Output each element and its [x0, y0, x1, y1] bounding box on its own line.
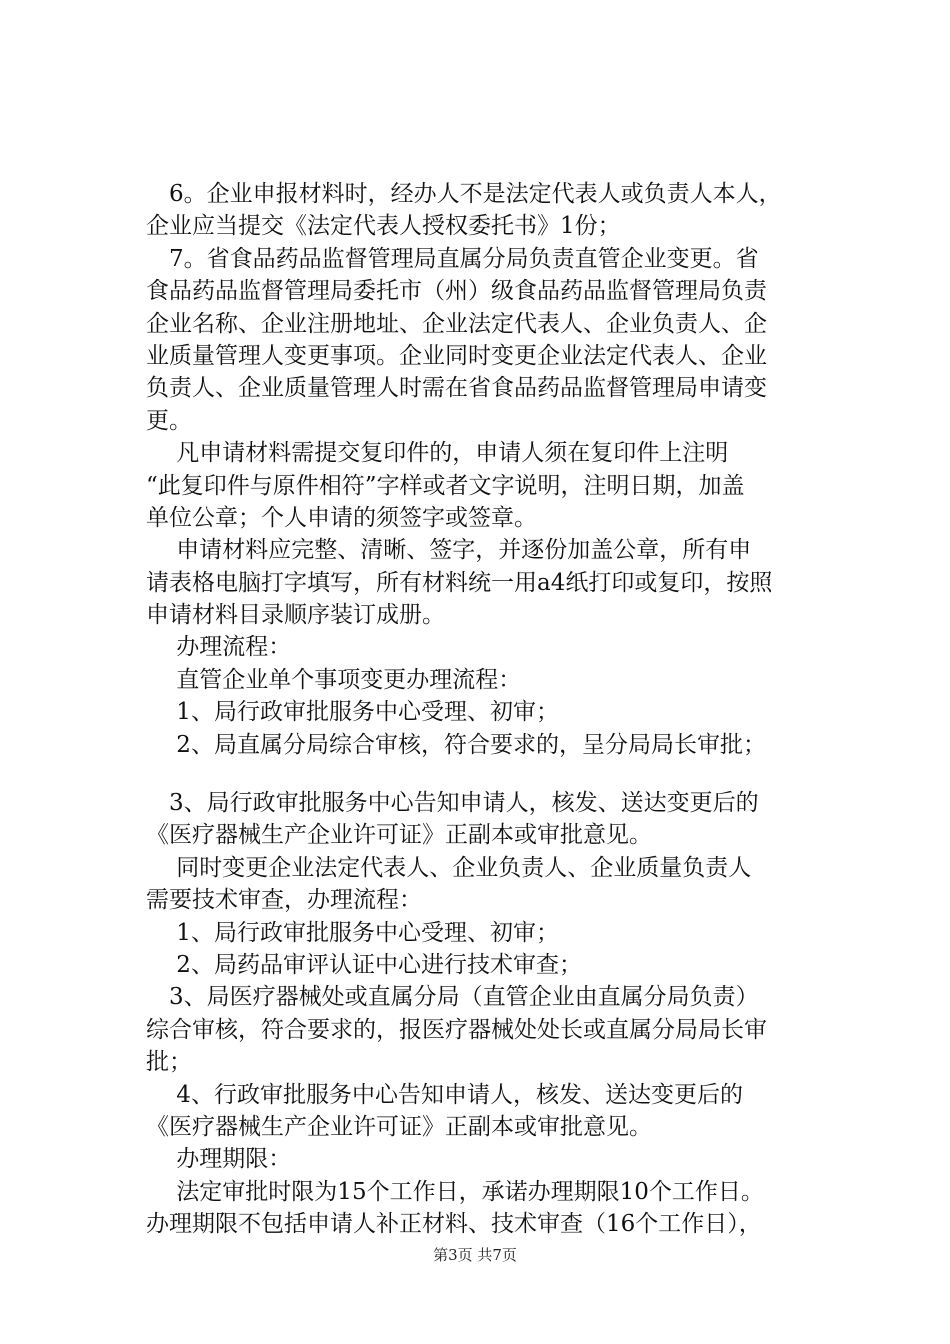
text-line: 凡申请材料需提交复印件的，申请人须在复印件上注明 — [146, 440, 729, 467]
text-line: 1、局行政审批服务中心受理、初审； — [146, 919, 559, 946]
document-body — [146, 178, 846, 1241]
text-line: 1、局行政审批服务中心受理、初审； — [146, 699, 559, 726]
text-line: 需要技术审查，办理流程： — [146, 887, 422, 914]
text-line: 申请材料应完整、清晰、签字，并逐份加盖公章，所有申 — [146, 537, 752, 564]
text-line: 办理期限不包括申请人补正材料、技术审查（16个工作日）， — [146, 1211, 762, 1238]
text-line: 请表格电脑打字填写，所有材料统一用a4纸打印或复印，按照 — [146, 569, 773, 596]
text-line: 《医疗器械生产企业许可证》正副本或审批意见。 — [146, 822, 652, 849]
text-line: 2、局药品审评认证中心进行技术审查； — [146, 951, 582, 978]
text-line: “此复印件与原件相符”字样或者文字说明，注明日期，加盖 — [146, 472, 745, 499]
text-line: 业质量管理人变更事项。企业同时变更企业法定代表人、企业 — [146, 342, 767, 369]
text-line: 7。省食品药品监督管理局直属分局负责直管企业变更。省 — [146, 245, 759, 272]
text-line: 批； — [146, 1049, 192, 1076]
text-line: 6。企业申报材料时，经办人不是法定代表人或负责人本人， — [146, 181, 782, 207]
text-line: 申请材料目录顺序装订成册。 — [146, 602, 445, 629]
text-line: 食品药品监督管理局委托市（州）级食品药品监督管理局负责 — [146, 278, 767, 305]
text-line: 企业应当提交《法定代表人授权委托书》1份； — [146, 213, 621, 240]
text-line: 负责人、企业质量管理人时需在省食品药品监督管理局申请变 — [146, 375, 767, 402]
text-line: 2、局直属分局综合审核，符合要求的，呈分局局长审批； — [146, 731, 766, 758]
text-line: 直管企业单个事项变更办理流程： — [146, 666, 522, 693]
text-line: 更。 — [146, 407, 192, 434]
text-line: 办理流程： — [146, 634, 292, 661]
text-line: 办理期限： — [146, 1146, 292, 1173]
page-footer: 第3页 共7页 — [433, 1246, 517, 1264]
text-line: 单位公章；个人申请的须签字或签章。 — [146, 504, 537, 531]
text-line: 3、局医疗器械处或直属分局（直管企业由直属分局负责） — [146, 984, 759, 1011]
text-line — [146, 761, 846, 787]
text-line: 4、行政审批服务中心告知申请人，核发、送达变更后的 — [146, 1081, 743, 1108]
text-line: 3、局行政审批服务中心告知申请人，核发、送达变更后的 — [146, 790, 759, 817]
text-line: 《医疗器械生产企业许可证》正副本或审批意见。 — [146, 1113, 652, 1140]
text-line: 综合审核，符合要求的，报医疗器械处处长或直属分局局长审 — [146, 1016, 767, 1043]
text-line: 同时变更企业法定代表人、企业负责人、企业质量负责人 — [146, 854, 752, 881]
text-line: 企业名称、企业注册地址、企业法定代表人、企业负责人、企 — [146, 310, 767, 337]
text-line: 法定审批时限为15个工作日，承诺办理期限10个工作日。 — [146, 1178, 764, 1205]
